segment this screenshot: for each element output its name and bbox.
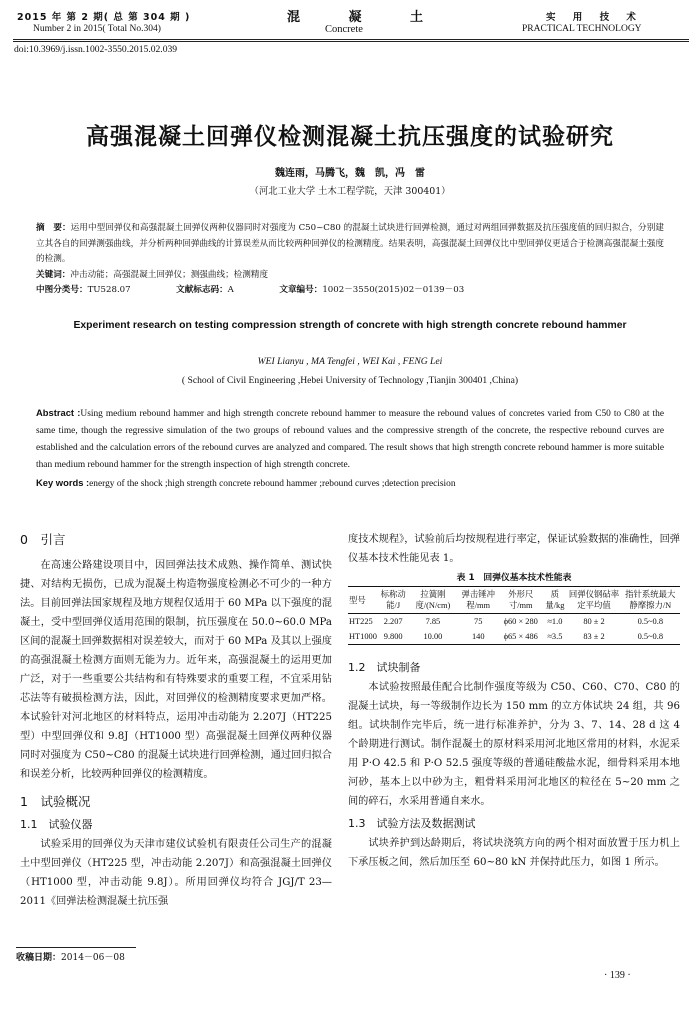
authors: 魏连雨，马腾飞，魏 凯，冯 雷 [275, 168, 425, 179]
table-header: 弹击锤冲程/mm [461, 590, 495, 610]
abstract-label: 摘 要： [36, 223, 71, 233]
title-en: Experiment research on testing compression strength of concrete with high strength concrete rebound hammer [73, 320, 627, 331]
doc-code: A [227, 285, 234, 295]
section-1-2-heading: 1.2 试块制备 [348, 661, 421, 674]
clc-label: 中图分类号： [36, 285, 88, 295]
section-1-3-heading: 1.3 试验方法及数据测试 [348, 817, 476, 830]
affiliation-en: ( School of Civil Engineering ,Hebei University of Technology ,Tianjin 300401 ,China) [181, 375, 519, 386]
authors-en: WEI Lianyu , MA Tengfei , WEI Kai , FENG Lei [257, 356, 443, 367]
table-header: 质量/kg [545, 590, 565, 610]
table-header-row [348, 587, 680, 614]
table-header: 型号 [349, 595, 366, 605]
abstract-en-text: Using medium rebound hammer and high strength concrete rebound hammer to measure the rebound values of concretes varied from C50 to C80 at the same time, though the regressive simulation of the two groups of rebound values and the compressive strength of the concrete, the respective rebound curves are established and the calculation errors of the rebound curves are analyzed and compared. The result shows that high strength concrete rebound hammer is more suitable than medium rebound hammer for the strength inspection of high strength concrete. [36, 409, 664, 470]
section-1-2-text: 本试验按照最佳配合比制作强度等级为 C50、C60、C70、C80 的混凝土试块，每一等级制作边长为 150 mm 的立方体试块 24 组，共 96 组。试块制作完毕后，统一进行标准养护，分为 3、7、14、28 d 这 4 个龄期进行测试。制作混凝土的原材料采用河北地区常用的材料，水泥采用 P·O 42.5 和 P·O 52.5 强度等级的普通硅酸盐水泥，细骨料采用本地河砂，基本上以中砂为主，粗骨料采用河北地区的粒径在 5~20 mm 之间的碎石，水采用普通自来水。 [348, 682, 680, 807]
abstract-en [36, 404, 664, 493]
keywords-label: 关键词： [36, 269, 71, 280]
page-title: 高强混凝土回弹仪检测混凝土抗压强度的试验研究 [86, 124, 614, 150]
table-cell: HT1000 [349, 632, 377, 641]
table-header: 指针系统最大静摩擦力/N [625, 590, 676, 610]
keywords: 冲击动能；高强混凝土回弹仪；测强曲线；检测精度 [70, 269, 269, 280]
section-1-1-heading: 1.1 试验仪器 [20, 818, 93, 831]
issue-info-cn: 2015 年 第 2 期( 总 第 304 期 ) [17, 12, 191, 23]
keywords-en-label: Key words : [36, 477, 90, 488]
issue-info-en: Number 2 in 2015( Total No.304) [33, 24, 161, 34]
header-rule [13, 39, 689, 40]
section-0-text: 在高速公路建设项目中，因回弹法技术成熟、操作简单、测试快捷、对结构无损伤，已成为混凝土构造物强度检测必不可少的一种方法。目前回弹法国家规程及地方规程仅适用于 60 MPa 以下强度的混凝土，受中型回弹仪适用范围的限制，抗压强度在 50.0~60.0 MPa 区间的混凝土回弹数据相对误差较大，而对于 60 MPa 及其以上强度的高强混凝土检测方面则无能为力。近年来，高强混凝土的运用更加广泛，对于一些重要公共结构和有特殊要求的重要工程，不宜采用钻芯法等有破损检测方法，因此，对回弹仪的检测精度要求更加严格。本试验针对河北地区的材料特点，运用冲击动能为 2.207J（HT225 型）中型回弹仪和 9.8J（HT1000 型）高强混凝土回弹仪两种仪器同时对强度为 C50~C80 的混凝土试块进行回弹检测，通过回归拟合和误差分析，比较两种回弹仪的检测精度。 [20, 560, 332, 780]
table-cell: 7.85 [425, 617, 441, 626]
abstract-text: 运用中型回弹仪和高强混凝土回弹仪两种仪器同时对强度为 C50~C80 的混凝土试块进行回弹检测，通过对两组回弹数据及抗压强度值的回归拟合，分别建立其各自的回弹测强曲线，并分析两种回弹曲线的计算误差从而比较两种回弹仪的检测精度。结果表明，高强混凝土回弹仪比中型回弹仪更适合于检测高强混凝土强度的检测。 [36, 223, 664, 264]
table-cell: 83 ± 2 [583, 632, 605, 641]
table-cell: 75 [474, 617, 483, 626]
received-value: 2014－06－08 [61, 953, 125, 963]
received-label: 收稿日期： [16, 953, 62, 963]
table-cell: 140 [471, 632, 485, 641]
section-0-heading: 0 引言 [20, 532, 66, 547]
journal-name-en: Concrete [325, 24, 363, 35]
doi: doi:10.3969/j.issn.1002-3550.2015.02.039 [14, 44, 178, 55]
section-1-1-text: 试验采用的回弹仪为天津市建仪试验机有限责任公司生产的混凝土中型回弹仪（HT225 型，冲击动能 2.207J）和高强混凝土回弹仪（HT1000 型，冲击动能 9.8J）。所用回弹仪均符合 JGJ/T 23—2011《回弹法检测混凝土抗压强 [20, 839, 332, 907]
article-no: 1002－3550(2015)02－0139－03 [322, 285, 465, 295]
table-header: 外形尺寸/mm [508, 590, 534, 610]
header-rule-2 [13, 41, 689, 42]
clc: TU528.07 [87, 285, 131, 295]
table-cell: 0.5~0.8 [637, 617, 664, 626]
affiliation: （河北工业大学 土木工程学院，天津 300401） [249, 186, 451, 197]
table-cell: 0.5~0.8 [637, 632, 664, 641]
table-cell: ≈1.0 [547, 617, 563, 626]
section-1-1-continued: 度技术规程》，试验前后均按规程进行率定，保证试验数据的准确性，回弹仪基本技术性能见表 1。 [348, 534, 680, 564]
table-row [348, 614, 680, 630]
section-1-3-text: 试块养护到达龄期后，将试块浇筑方向的两个相对面放置于压力机上下承压板之间，然后加压至 60~80 kN 并保持此压力，如图 1 所示。 [348, 838, 680, 868]
table-cell: 10.00 [423, 632, 443, 641]
table-header: 拉簧刚度/(N/cm) [415, 590, 451, 610]
column-name-cn: 实 用 技 术 [546, 12, 643, 23]
table-caption: 表 1 回弹仪基本技术性能表 [456, 573, 572, 583]
table-cell: 80 ± 2 [583, 617, 605, 626]
table-cell: HT225 [349, 617, 373, 626]
abstract-en-label: Abstract : [36, 407, 81, 418]
left-column [20, 530, 332, 911]
keywords-en: energy of the shock ;high strength concrete rebound hammer ;rebound curves ;detection precision [89, 479, 456, 489]
table-row [348, 629, 680, 645]
table-cell: 2.207 [383, 617, 403, 626]
abstract-cn [36, 221, 664, 299]
column-name-en: PRACTICAL TECHNOLOGY [522, 24, 642, 34]
right-column [348, 530, 680, 872]
table-cell: ϕ65 × 486 [503, 632, 538, 641]
table-cell: ≈3.5 [547, 632, 563, 641]
doc-code-label: 文献标志码： [176, 285, 228, 295]
received-date [16, 950, 125, 963]
hammer-params-table [348, 586, 680, 645]
page-number: · 139 · [604, 970, 631, 981]
table-header: 回弹仪钢砧率定平均值 [568, 590, 620, 610]
journal-name-cn: 混 凝 土 [287, 10, 446, 25]
section-1-heading: 1 试验概况 [20, 794, 91, 809]
article-no-label: 文章编号： [279, 285, 323, 295]
footnote-rule [16, 947, 136, 948]
table-cell: 9.800 [383, 632, 403, 641]
table-cell: ϕ60 × 280 [503, 617, 538, 626]
table-header: 标称动能/J [380, 590, 406, 610]
